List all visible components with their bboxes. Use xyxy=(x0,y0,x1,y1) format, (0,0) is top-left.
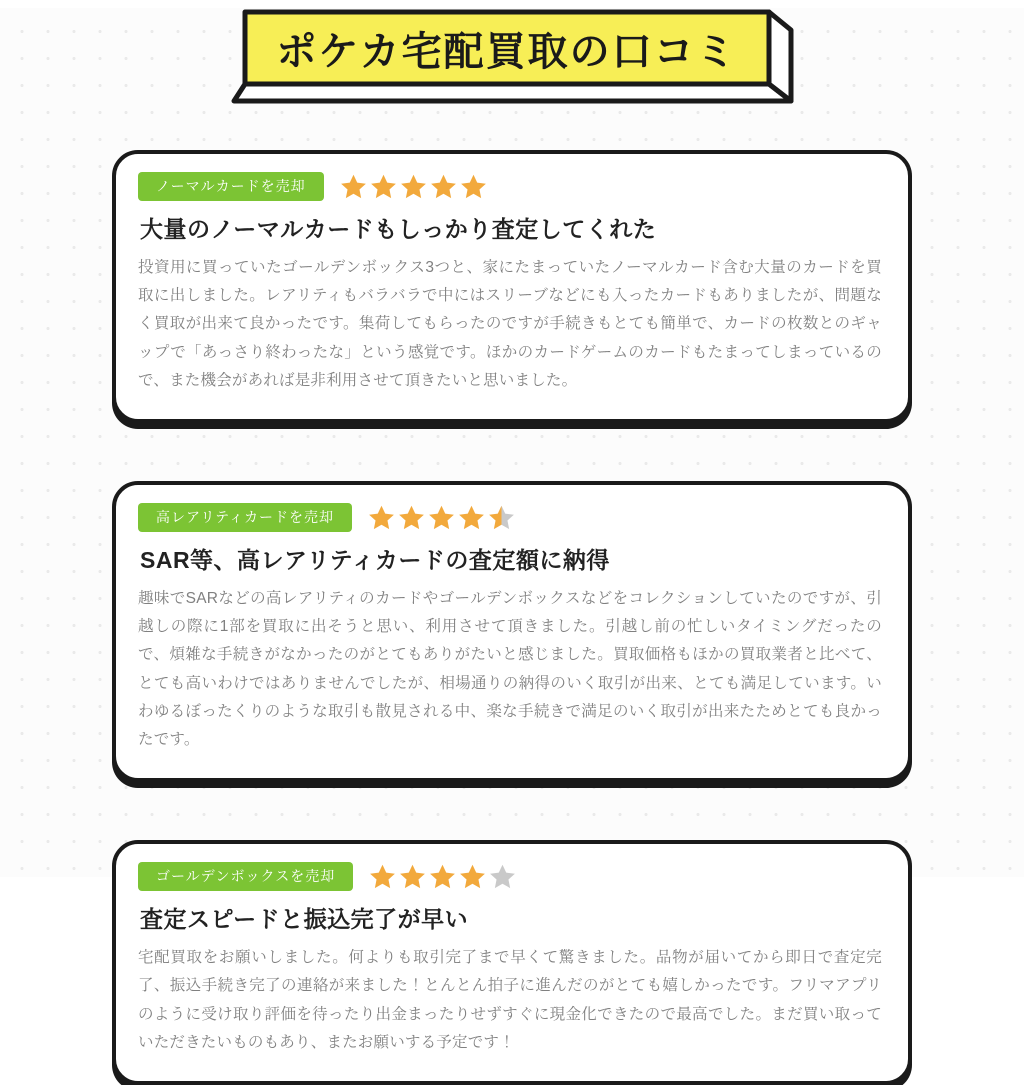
star-icon xyxy=(400,173,427,200)
star-icon xyxy=(340,173,367,200)
review-heading: 査定スピードと振込完了が早い xyxy=(140,906,469,933)
star-icon xyxy=(428,504,455,531)
star-icon xyxy=(458,504,485,531)
star-icon xyxy=(459,863,486,890)
star-icon xyxy=(430,173,457,200)
star-rating xyxy=(368,504,515,531)
star-rating xyxy=(340,173,487,200)
star-icon xyxy=(489,863,516,890)
review-heading: 大量のノーマルカードもしっかり査定してくれた xyxy=(140,216,657,242)
star-icon xyxy=(460,173,487,200)
review-list xyxy=(0,150,1024,1085)
star-icon xyxy=(368,504,395,531)
star-icon xyxy=(370,173,397,200)
review-body: 趣味でSARなどの高レアリティのカードやゴールデンボックスなどをコレクションしていたのですが、引越しの際に1部を買取に出そうと思い、利用させて頂きました。引越し前の忙しいタイミングだったので、煩雑な手続きがなかったのがとてもありがたいと感じました。買取価格もほかの買取業者と比べて、とても高いわけではありませんでしたが、相場通りの納得のいく取引が出来、とても満足しています。いわゆるぼったくりのような取引も散見される中、楽な手続きで満足のいく取引が出来たためとても良かったです。 xyxy=(138,590,882,749)
star-rating xyxy=(369,863,516,890)
star-icon xyxy=(369,863,396,890)
review-card-header xyxy=(138,172,882,201)
title-banner xyxy=(229,8,795,104)
review-card-header xyxy=(138,862,882,891)
review-category-badge: ノーマルカードを売却 xyxy=(138,172,324,201)
review-category-badge: 高レアリティカードを売却 xyxy=(138,503,352,532)
review-body: 宅配買取をお願いしました。何よりも取引完了まで早くて驚きました。品物が届いてから即日で査定完了、振込手続き完了の連絡が来ました！とんとん拍子に進んだのがとても嬉しかったです。フリマアプリのように受け取り評価を待ったり出金まったりせずすぐに現金化できたので最高でした。まだ買い取っていただきたいものもあり、またお願いする予定です！ xyxy=(138,949,882,1051)
star-icon xyxy=(398,504,425,531)
review-category-badge: ゴールデンボックスを売却 xyxy=(138,862,353,891)
review-body: 投資用に買っていたゴールデンボックス3つと、家にたまっていたノーマルカード含む大量のカードを買取に出しました。レアリティもバラバラで中にはスリーブなどにも入ったカードもありましたが、問題なく買取が出来て良かったです。集荷してもらったのですが手続きもとても簡単で、カードの枚数とのギャップで「あっさり終わったな」という感覚です。ほかのカードゲームのカードもたまってしまっているので、また機会があれば是非利用させて頂きたいと思いました。 xyxy=(138,259,882,389)
star-icon xyxy=(488,504,515,531)
page-background xyxy=(0,8,1024,1051)
review-card xyxy=(112,150,912,423)
review-card xyxy=(112,481,912,782)
review-card xyxy=(112,840,912,1085)
review-card-header xyxy=(138,503,882,532)
review-heading: SAR等、高レアリティカードの査定額に納得 xyxy=(140,547,610,574)
star-icon xyxy=(429,863,456,890)
star-icon xyxy=(399,863,426,890)
page-title: ポケカ宅配買取の口コミ xyxy=(276,29,738,74)
